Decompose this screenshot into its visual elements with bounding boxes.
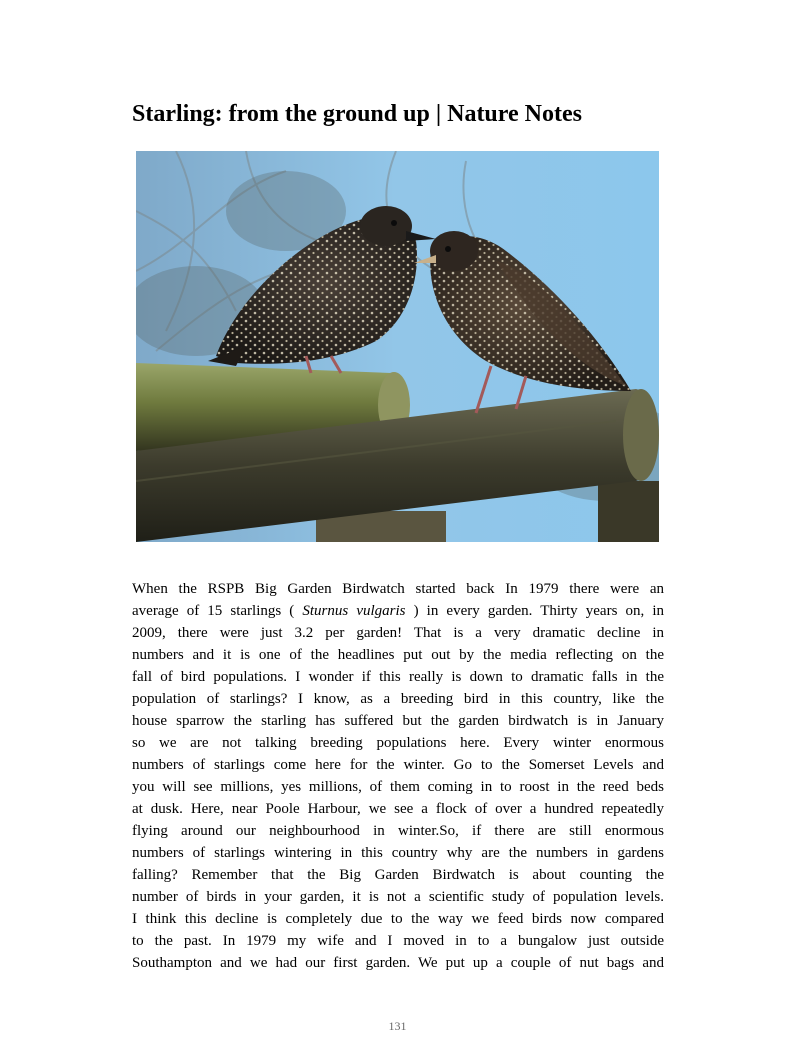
- species-name: Sturnus vulgaris: [302, 603, 406, 619]
- body-line: so we are not talking breeding populations here. Every winter enormous: [132, 735, 664, 751]
- body-line: Southampton and we had our first garden. We put up a couple of nut bags and: [132, 955, 664, 971]
- body-line: population of starlings? I know, as a breeding bird in this country, like the: [132, 691, 664, 707]
- body-line: I think this decline is completely due to the way we feed birds now compared: [132, 911, 664, 927]
- body-line: numbers and it is one of the headlines put out by the media reflecting on the: [132, 647, 664, 663]
- body-line: numbers of starlings wintering in this country why are the numbers in gardens: [132, 845, 664, 861]
- body-line: flying around our neighbourhood in winter.So, if there are still enormous: [132, 823, 664, 839]
- body-line: to the past. In 1979 my wife and I moved in to a bungalow just outside: [132, 933, 664, 949]
- body-line: 2009, there were just 3.2 per garden! That is a very dramatic decline in: [132, 625, 664, 641]
- body-line: When the RSPB Big Garden Birdwatch started back In 1979 there were an: [132, 581, 664, 597]
- body-line: fall of bird populations. I wonder if this really is down to dramatic falls in the: [132, 669, 664, 685]
- body-line: average of 15 starlings ( Sturnus vulgaris ) in every garden. Thirty years on, in: [132, 603, 664, 619]
- body-line: falling? Remember that the Big Garden Birdwatch is about counting the: [132, 867, 664, 883]
- article-body: [132, 578, 664, 974]
- starlings-photo: [136, 151, 659, 542]
- body-line: number of birds in your garden, it is not a scientific study of population levels.: [132, 889, 664, 905]
- page-number: 131: [388, 1019, 407, 1033]
- body-line: numbers of starlings come here for the winter. Go to the Somerset Levels and: [132, 757, 664, 773]
- page-title: Starling: from the ground up | Nature Notes: [132, 101, 582, 127]
- body-line: you will see millions, yes millions, of them coming in to roost in the reed beds: [132, 779, 664, 795]
- body-line: at dusk. Here, near Poole Harbour, we see a flock of over a hundred repeatedly: [132, 801, 664, 817]
- body-line: house sparrow the starling has suffered but the garden birdwatch is in January: [132, 713, 664, 729]
